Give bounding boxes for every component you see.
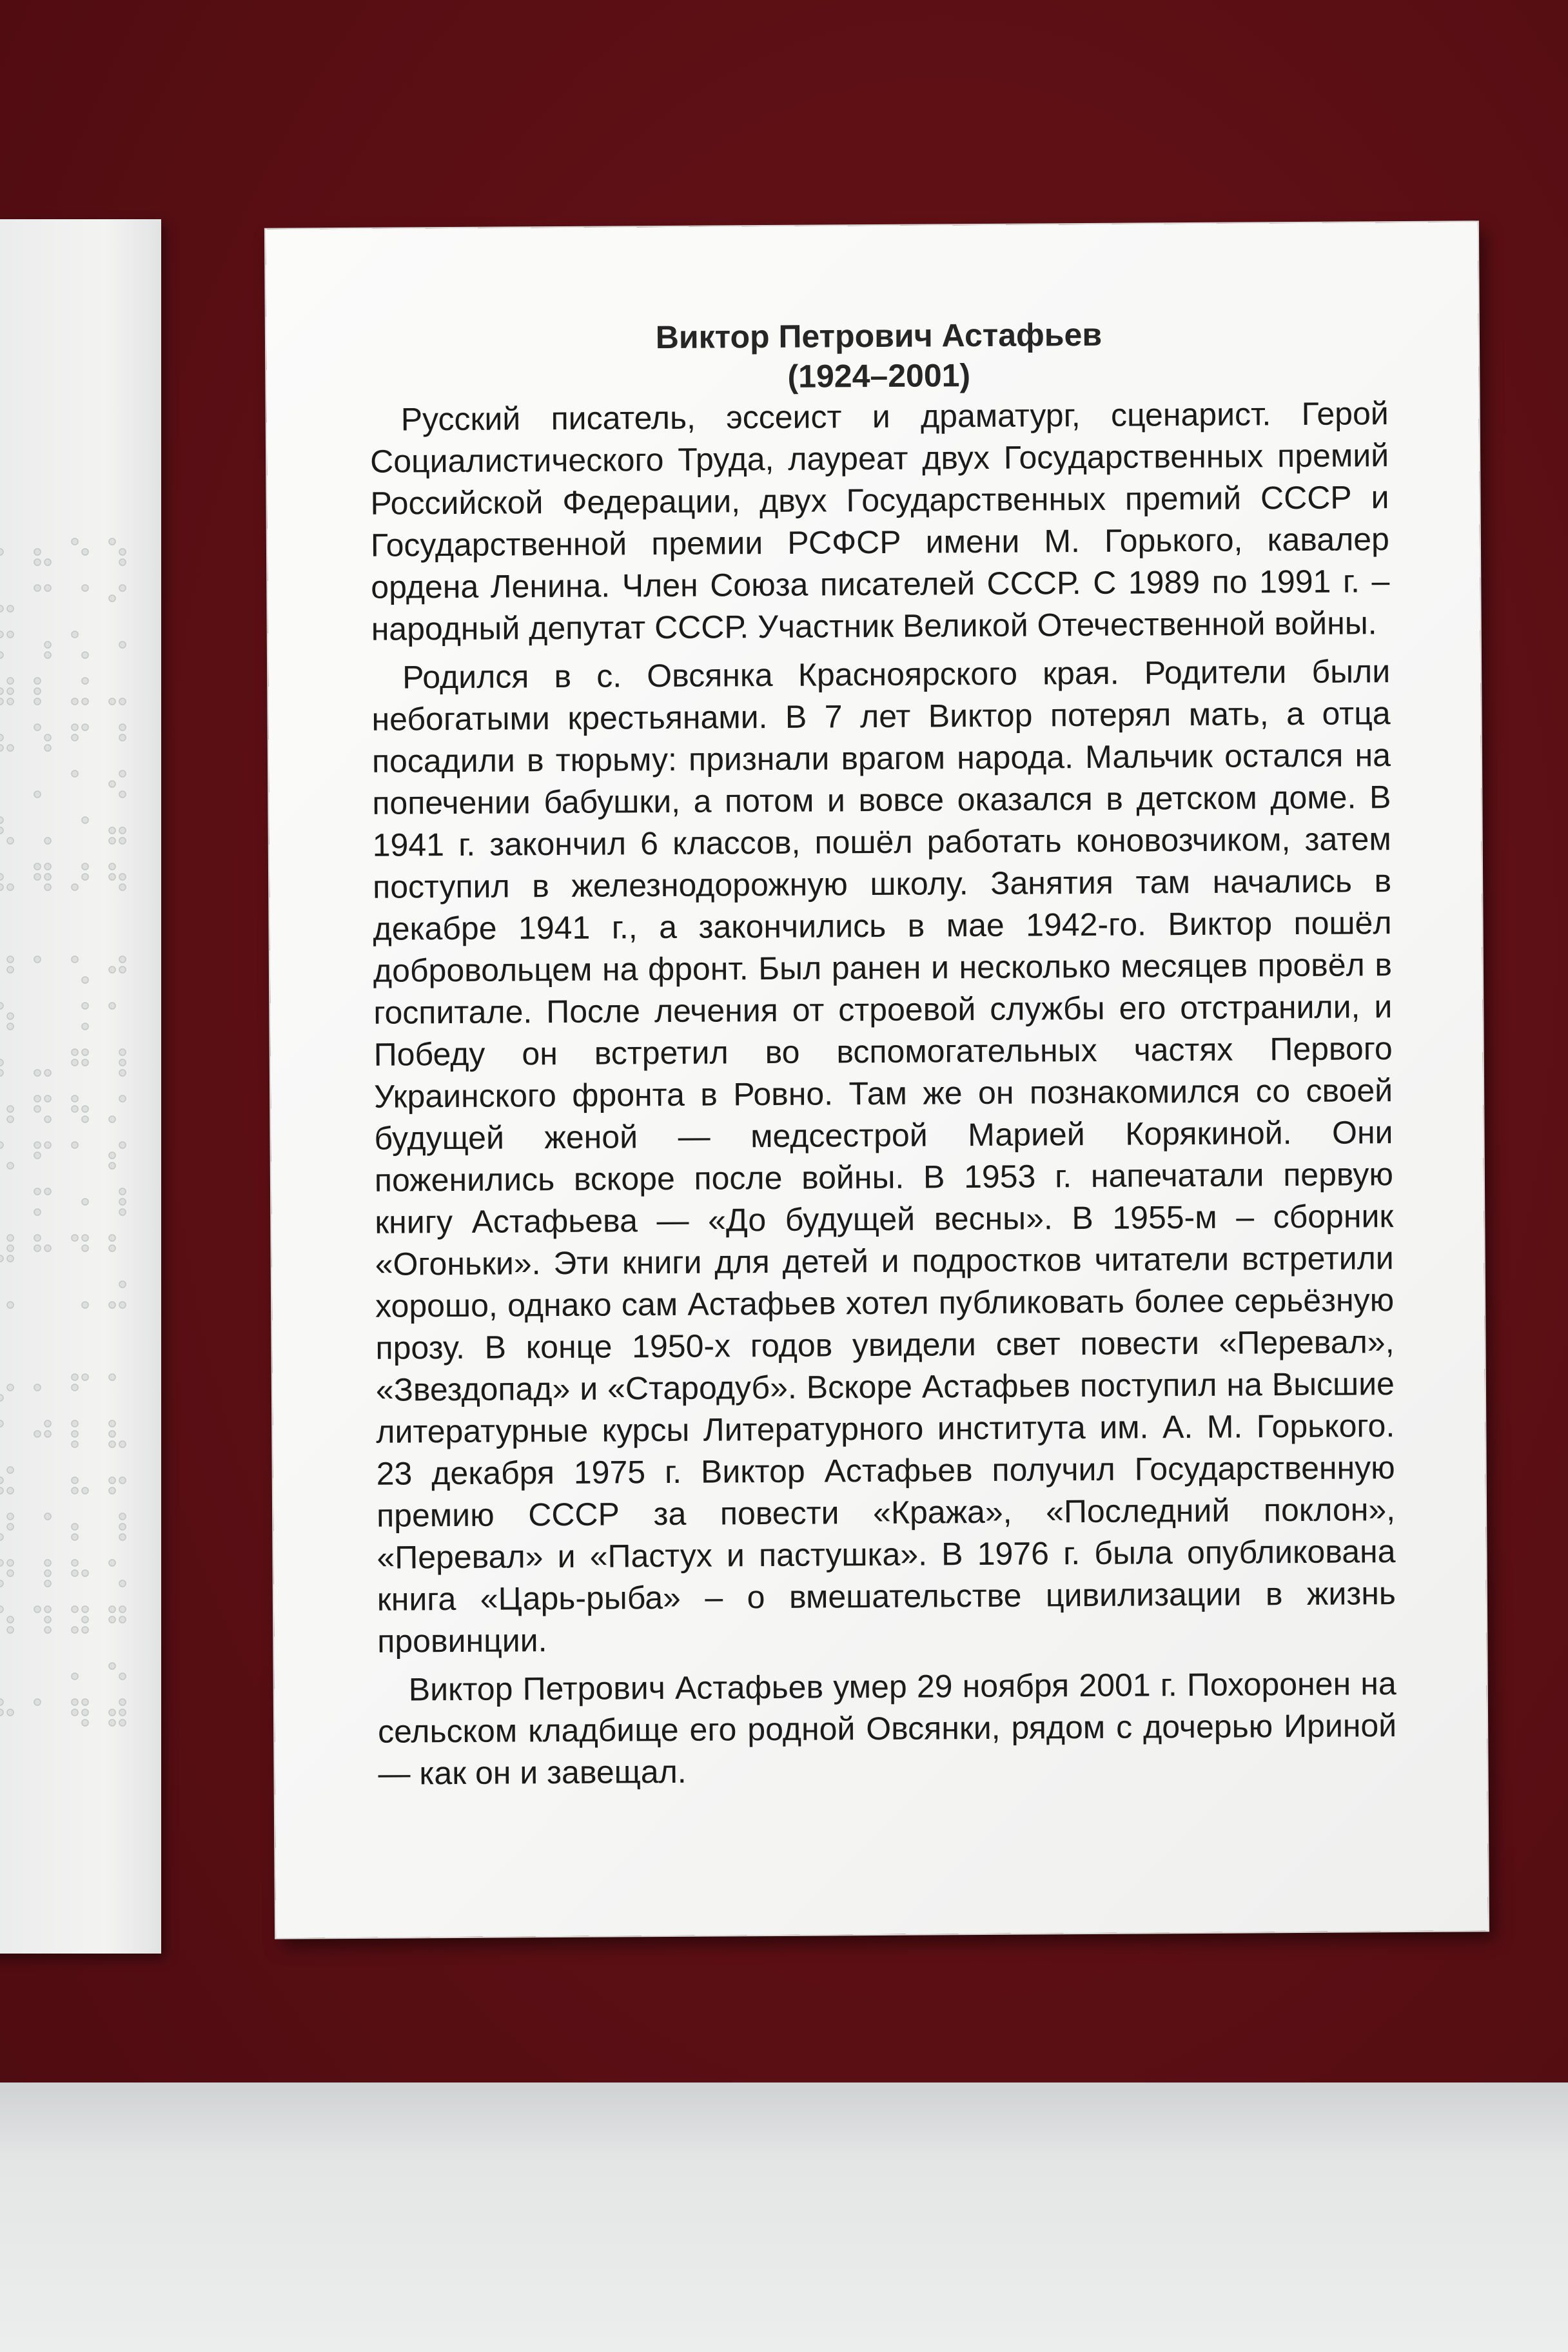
braille-dot xyxy=(44,652,51,658)
braille-dot xyxy=(44,642,51,648)
braille-dot xyxy=(0,1606,3,1612)
braille-dot xyxy=(0,1059,3,1066)
braille-dot xyxy=(109,595,115,602)
braille-dot xyxy=(119,791,126,798)
braille-dot xyxy=(82,1616,88,1623)
braille-dot xyxy=(7,698,14,705)
braille-dot xyxy=(109,863,115,870)
braille-dot xyxy=(0,1534,3,1540)
braille-dot xyxy=(0,817,3,823)
braille-dot xyxy=(44,884,51,890)
braille-dot xyxy=(109,1162,115,1169)
braille-dot xyxy=(0,1580,3,1587)
braille-dot xyxy=(109,1003,115,1009)
braille-dot xyxy=(119,874,126,880)
braille-dot xyxy=(0,1070,3,1076)
braille-dot xyxy=(44,734,51,741)
braille-dot xyxy=(44,838,51,844)
braille-dot xyxy=(119,642,126,648)
braille-dot xyxy=(0,1709,3,1716)
braille-dot xyxy=(34,1606,41,1612)
braille-dot xyxy=(82,678,88,684)
braille-dot xyxy=(0,652,3,658)
braille-dot xyxy=(119,1580,126,1587)
braille-dot xyxy=(0,549,3,555)
braille-dot xyxy=(82,585,88,591)
braille-dot xyxy=(72,770,78,777)
braille-dot xyxy=(34,688,41,694)
braille-dot xyxy=(7,1560,14,1566)
braille-dot xyxy=(119,1095,126,1102)
braille-dot xyxy=(44,1431,51,1437)
braille-dot xyxy=(7,838,14,844)
braille-dot xyxy=(44,863,51,870)
braille-dot xyxy=(7,1524,14,1530)
braille-dot xyxy=(109,698,115,705)
braille-dot xyxy=(44,1070,51,1076)
braille-dot xyxy=(34,1209,41,1215)
braille-dot xyxy=(109,781,115,787)
braille-dot xyxy=(109,966,115,973)
braille-dot xyxy=(109,1560,115,1566)
braille-dot xyxy=(44,1616,51,1623)
braille-dot xyxy=(119,1302,126,1308)
braille-dot xyxy=(7,1106,14,1112)
braille-dot xyxy=(0,884,3,890)
braille-dot xyxy=(7,1384,14,1391)
braille-dot xyxy=(82,977,88,983)
braille-dot xyxy=(82,1720,88,1726)
plaque-title xyxy=(369,313,1389,399)
braille-dot xyxy=(34,698,41,705)
braille-dot xyxy=(34,1235,41,1241)
braille-dot xyxy=(72,698,78,705)
braille-dot xyxy=(34,863,41,870)
braille-dot xyxy=(7,631,14,638)
plaque-text-block xyxy=(369,313,1397,1801)
braille-dot xyxy=(7,678,14,684)
braille-dot xyxy=(34,1188,41,1195)
braille-dot xyxy=(109,1720,115,1726)
braille-dot xyxy=(34,791,41,798)
braille-dot xyxy=(82,1116,88,1122)
braille-dot xyxy=(109,1431,115,1437)
braille-dot xyxy=(7,1023,14,1030)
braille-dot xyxy=(72,1441,78,1447)
braille-dot xyxy=(72,1560,78,1566)
braille-dot xyxy=(44,1142,51,1148)
braille-dot xyxy=(119,1049,126,1055)
braille-dot xyxy=(82,1302,88,1308)
braille-dot xyxy=(34,1384,41,1391)
braille-dot xyxy=(119,827,126,834)
braille-dot xyxy=(119,884,126,890)
braille-dot xyxy=(119,549,126,555)
braille-dot xyxy=(44,1188,51,1195)
braille-dot xyxy=(72,1606,78,1612)
braille-dot xyxy=(0,605,3,612)
braille-dot xyxy=(72,1699,78,1705)
braille-dot xyxy=(109,1441,115,1447)
braille-dot xyxy=(119,770,126,777)
braille-dot xyxy=(34,874,41,880)
braille-dot xyxy=(7,745,14,751)
paragraph-biography: Родился в с. Овсянка Красноярского края. Родители были небогатыми крестьянами. В 7 лет Виктор потерял мать, а отца посадили в тюрьму: признали врагом народа. Мальчик остался на попечении бабушки, а потом и вовсе оказался в детском доме. В 1941 г. закончил 6 классов, пошёл работать коновозчиком, затем поступил в железнодорожную школу. Занятия там начались в декабре 1941 г., а закончились в мае 1942-го. Виктор пошёл добровольцем на фронт. Был ранен и несколько месяцев провёл в госпитале. После лечения от строевой службы его отстранили, и Победу он встретил во вспомогательных частях Первого Украинского фронта в Ровно. Там же он познакомился со своей будущей женой — медсестрой Марией Корякиной. Они поженились вскоре после войны. В 1953 г. напечатали первую книгу Астафьева — «До будущей весны». В 1955-м – сборник «Огоньки». Эти книги для детей и подростков читатели встретили хорошо, однако сам Астафьев хотел публиковать более серьёзную прозу. В конце 1950-х годов увидели свет повести «Перевал», «Звездопад» и «Стародуб». Вскоре Астафьев поступил на Высшие литературные курсы Литературного института им. А. М. Горького. 23 декабря 1975 г. Виктор Астафьев получил Государственную премию СССР за повести «Кража», «Последний поклон», «Перевал» и «Пастух и пастушка». В 1976 г. была опубликована книга «Царь-рыба» – о вмешательстве цивилизации в жизнь провинции. xyxy=(371,653,1396,1660)
braille-dot xyxy=(0,1142,3,1148)
braille-dot xyxy=(72,1524,78,1530)
braille-dot xyxy=(7,1487,14,1494)
braille-dot xyxy=(44,1560,51,1566)
braille-dot xyxy=(7,1709,14,1716)
braille-dot xyxy=(34,956,41,963)
braille-dot xyxy=(7,1162,14,1169)
braille-dot xyxy=(109,1302,115,1308)
braille-dot xyxy=(119,724,126,730)
braille-dot xyxy=(119,1477,126,1484)
braille-dot xyxy=(0,688,3,694)
braille-dot xyxy=(82,724,88,730)
braille-dot xyxy=(7,1245,14,1251)
braille-dot xyxy=(109,1487,115,1494)
braille-dot xyxy=(44,1116,51,1122)
braille-dot xyxy=(119,966,126,973)
braille-dot xyxy=(0,874,3,880)
braille-dot xyxy=(72,1059,78,1066)
braille-dot xyxy=(7,1627,14,1633)
braille-dot xyxy=(0,745,3,751)
braille-dot xyxy=(119,559,126,565)
braille-dot xyxy=(82,1627,88,1633)
braille-dot xyxy=(119,1059,126,1066)
braille-dot xyxy=(72,1570,78,1576)
braille-dot xyxy=(0,1477,3,1484)
braille-dot xyxy=(0,1420,3,1427)
braille-dot xyxy=(34,1431,41,1437)
braille-dot xyxy=(82,698,88,705)
braille-dot xyxy=(0,1560,3,1566)
braille-dot xyxy=(0,827,3,834)
braille-dot xyxy=(0,1487,3,1494)
braille-dot xyxy=(109,874,115,880)
braille-dot xyxy=(82,1487,88,1494)
braille-dot xyxy=(119,1534,126,1540)
braille-dot xyxy=(34,1699,41,1705)
paragraph-death: Виктор Петрович Астафьев умер 29 ноября 2001 г. Похоронен на сельском кладбище его родной Овсянки, рядом с дочерью Ириной — как он и завещал. xyxy=(377,1665,1397,1792)
braille-dot xyxy=(44,1580,51,1587)
braille-dot xyxy=(72,1627,78,1633)
braille-dot xyxy=(7,956,14,963)
braille-dot xyxy=(44,745,51,751)
braille-dot xyxy=(44,559,51,565)
braille-dot xyxy=(0,1395,3,1401)
braille-dot xyxy=(34,549,41,555)
braille-dot xyxy=(72,1673,78,1680)
braille-dot xyxy=(119,585,126,591)
braille-dot xyxy=(119,1209,126,1215)
braille-dot xyxy=(7,1570,14,1576)
braille-dot xyxy=(72,1534,78,1540)
braille-dots xyxy=(0,219,161,1954)
braille-dot xyxy=(82,652,88,658)
braille-dot xyxy=(44,1627,51,1633)
braille-dot xyxy=(7,1116,14,1122)
braille-dot xyxy=(7,1013,14,1019)
braille-dot xyxy=(119,1142,126,1148)
braille-dot xyxy=(119,1513,126,1520)
braille-dot xyxy=(109,1606,115,1612)
braille-dot xyxy=(72,1709,78,1716)
braille-dot xyxy=(44,1513,51,1520)
braille-dot xyxy=(72,1487,78,1494)
braille-dot xyxy=(119,1606,126,1612)
braille-dot xyxy=(34,678,41,684)
braille-dot xyxy=(82,874,88,880)
author-years: (1924–2001) xyxy=(787,357,971,395)
braille-dot xyxy=(119,1673,126,1680)
braille-dot xyxy=(34,585,41,591)
braille-dot xyxy=(109,1374,115,1380)
braille-dot xyxy=(72,1049,78,1055)
braille-dot xyxy=(34,724,41,730)
author-name: Виктор Петрович Астафьев xyxy=(655,316,1102,356)
braille-dot xyxy=(82,1245,88,1251)
braille-dot xyxy=(119,734,126,741)
braille-dot xyxy=(119,1441,126,1447)
braille-dot xyxy=(82,863,88,870)
braille-dot xyxy=(34,1142,41,1148)
braille-dot xyxy=(7,1235,14,1241)
braille-dot xyxy=(82,1606,88,1612)
braille-dot xyxy=(7,1467,14,1473)
braille-dot xyxy=(119,1281,126,1288)
braille-dot xyxy=(109,1116,115,1122)
braille-dot xyxy=(7,966,14,973)
braille-dot xyxy=(82,1709,88,1716)
braille-dot xyxy=(109,838,115,844)
braille-dot xyxy=(72,956,78,963)
braille-dot xyxy=(119,838,126,844)
braille-dot xyxy=(72,1384,78,1391)
braille-dot xyxy=(119,1070,126,1076)
braille-dot xyxy=(72,734,78,741)
braille-dot xyxy=(82,1570,88,1576)
braille-dot xyxy=(7,1513,14,1520)
braille-dot xyxy=(109,1663,115,1669)
braille-dot xyxy=(82,1199,88,1205)
braille-dot xyxy=(44,1606,51,1612)
braille-dot xyxy=(72,1095,78,1102)
braille-dot xyxy=(109,1420,115,1427)
braille-dot xyxy=(109,1245,115,1251)
braille-dot xyxy=(82,1059,88,1066)
braille-dot xyxy=(119,1720,126,1726)
biography-plaque xyxy=(266,222,1488,1937)
braille-dot xyxy=(119,1709,126,1716)
braille-dot xyxy=(44,874,51,880)
braille-dot xyxy=(72,1431,78,1437)
braille-dot xyxy=(109,1477,115,1484)
braille-dot xyxy=(82,1106,88,1112)
braille-dot xyxy=(44,1420,51,1427)
braille-dot xyxy=(82,1235,88,1241)
braille-dot xyxy=(119,1616,126,1623)
braille-dot xyxy=(82,1699,88,1705)
braille-dot xyxy=(34,1152,41,1159)
braille-dot xyxy=(44,585,51,591)
braille-dot xyxy=(119,1524,126,1530)
braille-dot xyxy=(119,698,126,705)
braille-dot xyxy=(82,1374,88,1380)
braille-dot xyxy=(0,734,3,741)
braille-dot xyxy=(109,1616,115,1623)
braille-dot xyxy=(7,884,14,890)
paragraph-intro: Русский писатель, эссеист и драматург, сценарист. Герой Социалистического Труда, лауреат двух Государственных премий Российской Федерации, двух Государственных преmий СССР и Государственной премии РСФСР имени М. Горького, кавалер ордена Ленина. Член Союза писателей СССР. С 1989 по 1991 г. – народный депутат СССР. Участник Великой Отечественной войны. xyxy=(369,395,1390,647)
braille-dot xyxy=(0,1699,3,1705)
braille-dot xyxy=(44,1095,51,1102)
braille-dot xyxy=(72,1142,78,1148)
braille-dot xyxy=(82,1049,88,1055)
light-wall-section xyxy=(0,2082,1568,2352)
braille-dot xyxy=(82,1003,88,1009)
braille-dot xyxy=(0,631,3,638)
braille-dot xyxy=(119,1699,126,1705)
braille-dot xyxy=(7,1302,14,1308)
braille-dot xyxy=(34,1106,41,1112)
braille-dot xyxy=(0,698,3,705)
braille-dot xyxy=(82,549,88,555)
braille-dot xyxy=(34,1245,41,1251)
braille-card xyxy=(0,219,161,1954)
braille-dot xyxy=(44,1570,51,1576)
braille-dot xyxy=(109,1709,115,1716)
braille-dot xyxy=(72,631,78,638)
braille-dot xyxy=(72,884,78,890)
braille-dot xyxy=(7,688,14,694)
braille-dot xyxy=(72,724,78,730)
braille-dot xyxy=(119,1188,126,1195)
braille-dot xyxy=(119,956,126,963)
braille-dot xyxy=(109,538,115,545)
braille-dot xyxy=(72,1420,78,1427)
braille-dot xyxy=(82,817,88,823)
braille-dot xyxy=(72,1106,78,1112)
braille-dot xyxy=(7,605,14,612)
braille-dot xyxy=(82,1023,88,1030)
braille-dot xyxy=(7,1255,14,1262)
braille-dot xyxy=(34,1070,41,1076)
braille-dot xyxy=(0,1255,3,1262)
braille-dot xyxy=(72,1235,78,1241)
braille-dot xyxy=(119,1199,126,1205)
braille-dot xyxy=(109,1235,115,1241)
braille-dot xyxy=(34,559,41,565)
braille-dot xyxy=(7,1616,14,1623)
braille-dot xyxy=(72,1477,78,1484)
braille-dot xyxy=(44,1245,51,1251)
braille-dot xyxy=(109,1152,115,1159)
braille-dot xyxy=(72,1374,78,1380)
braille-dot xyxy=(34,1095,41,1102)
braille-dot xyxy=(109,827,115,834)
braille-dot xyxy=(72,538,78,545)
braille-dot xyxy=(0,1003,3,1009)
